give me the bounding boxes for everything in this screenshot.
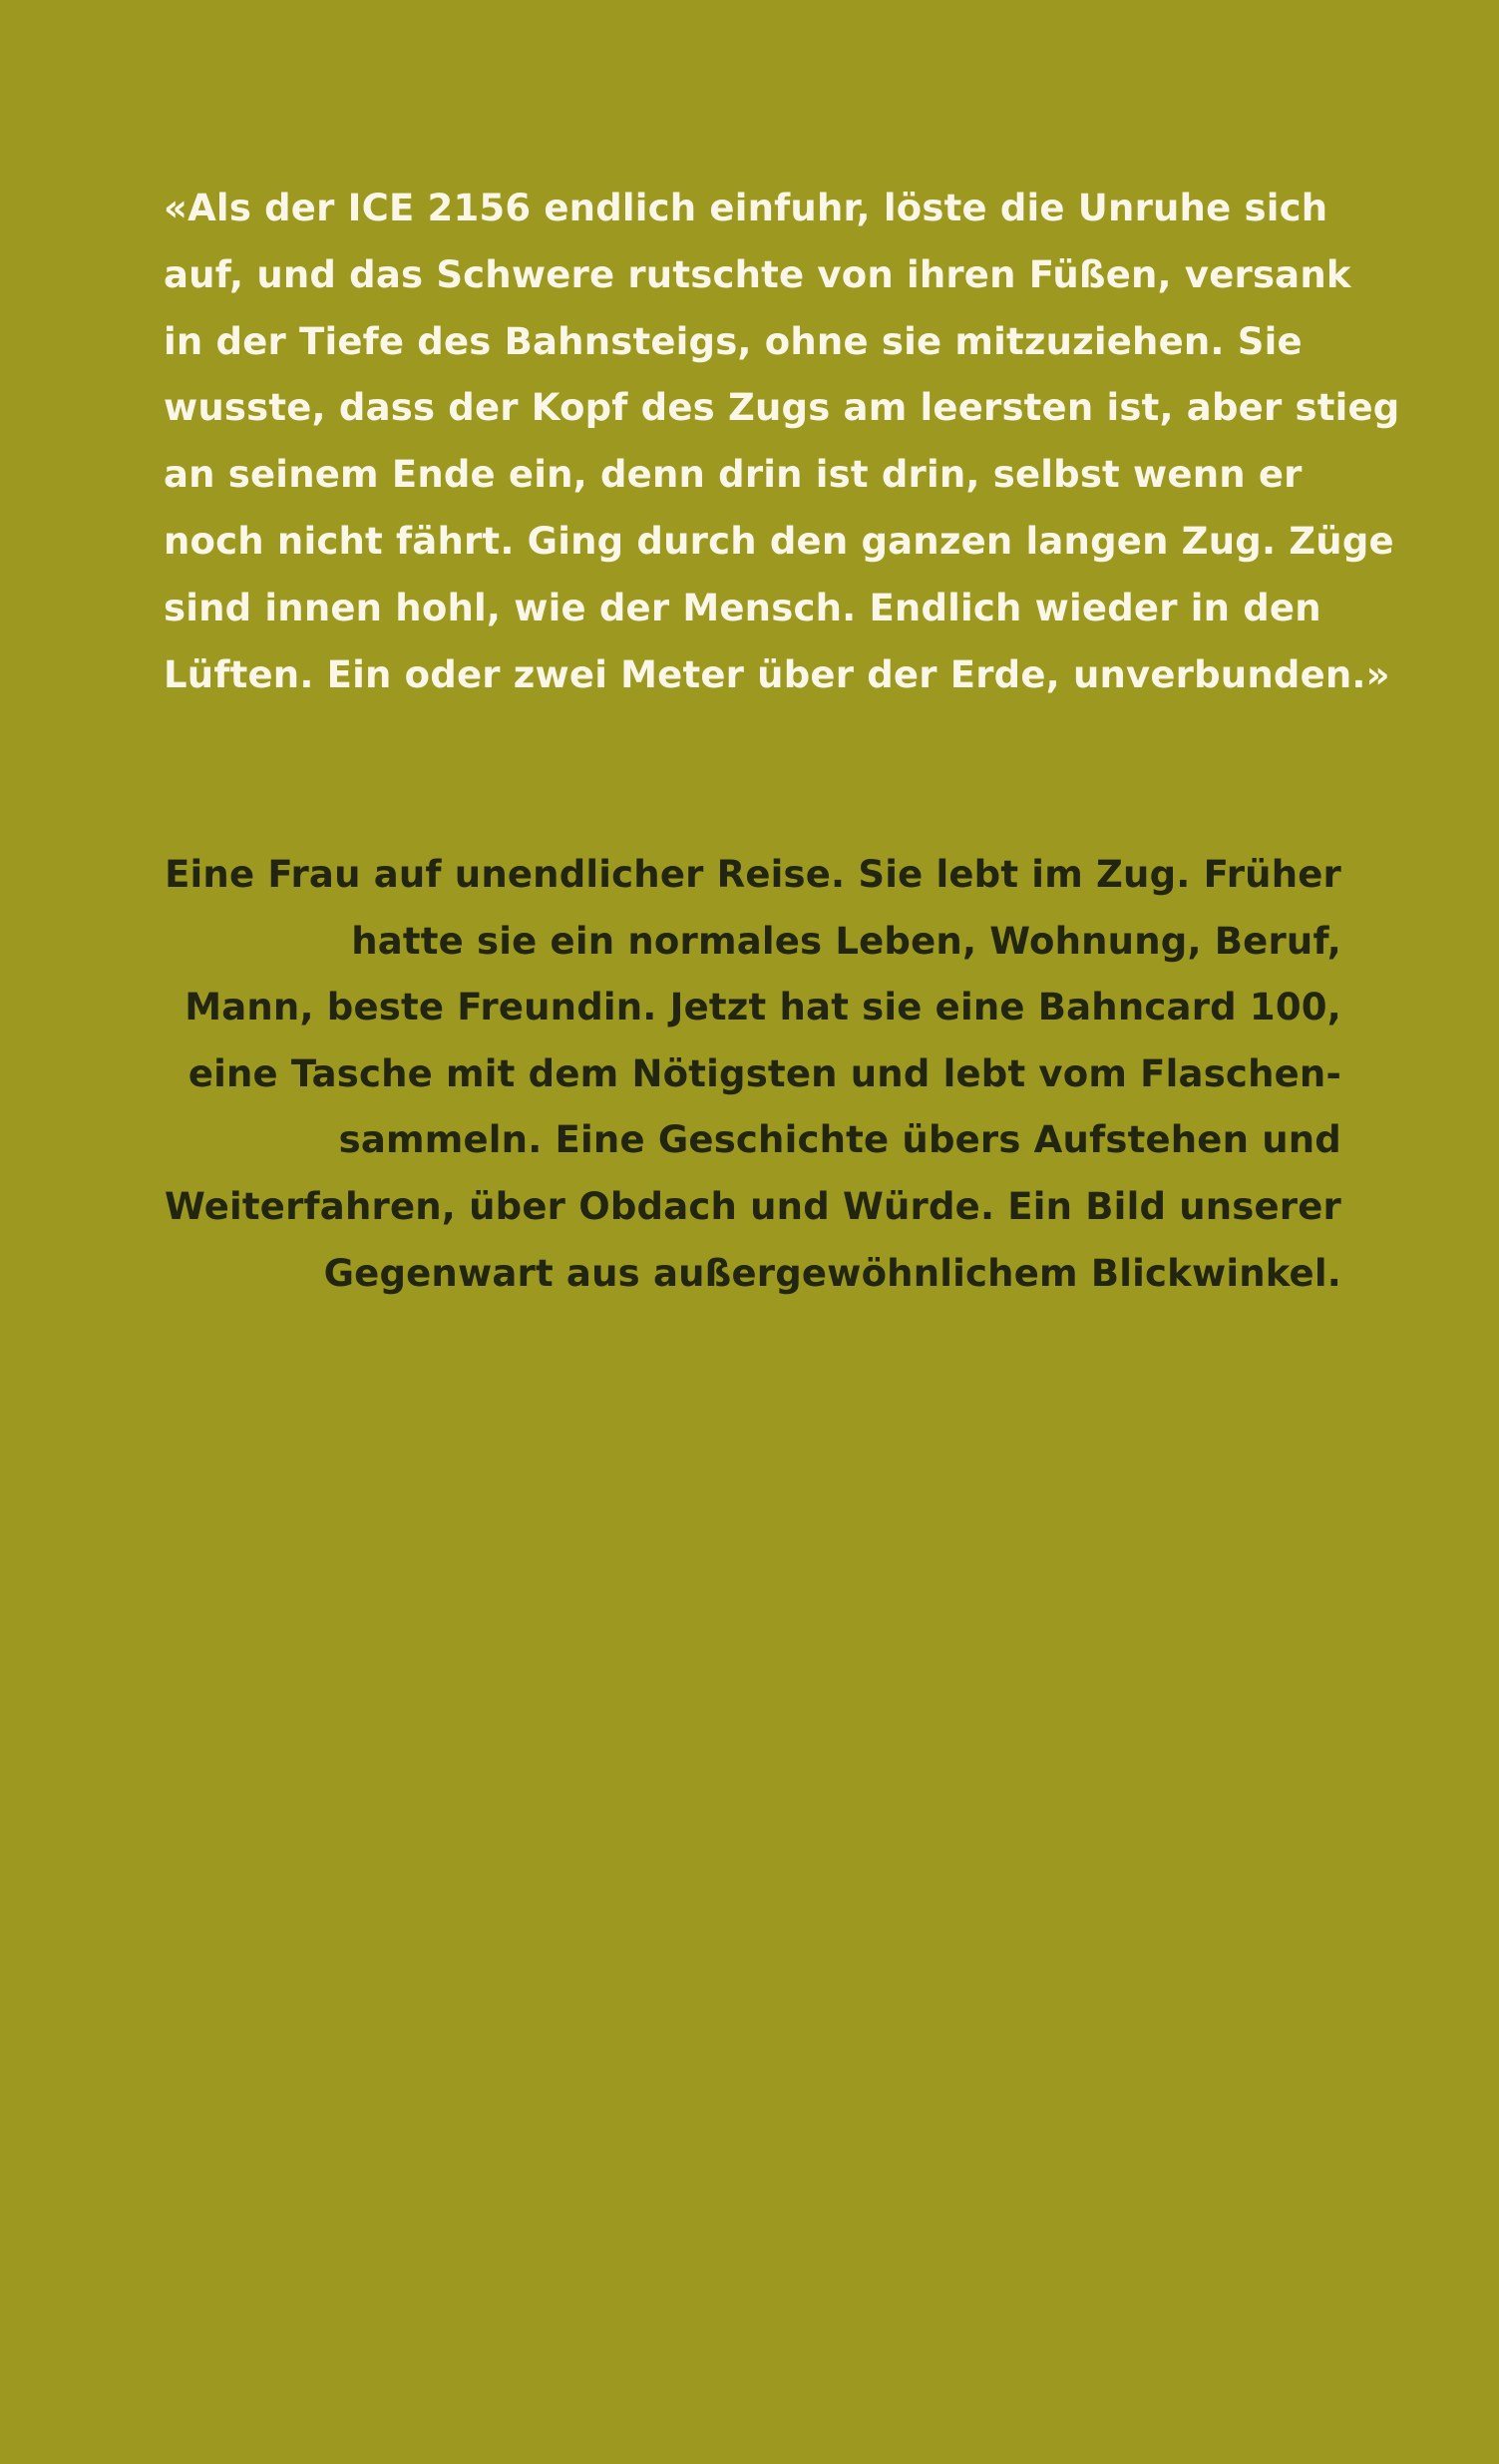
blurb-line: Eine Frau auf unendlicher Reise. Sie lebt im Zug. Früher bbox=[165, 853, 1341, 896]
blurb-line: Gegenwart aus außergewöhnlichem Blickwinkel. bbox=[323, 1251, 1341, 1295]
blurb-line: hatte sie ein normales Leben, Wohnung, Beruf, bbox=[351, 919, 1341, 963]
blurb-line: sammeln. Eine Geschichte übers Aufstehen und bbox=[338, 1118, 1341, 1162]
quote-line: auf, und das Schwere rutschte von ihren Füßen, versank bbox=[164, 252, 1351, 296]
quote-line: wusste, dass der Kopf des Zugs am leersten ist, aber stieg bbox=[164, 386, 1400, 430]
excerpt-quote bbox=[164, 176, 1400, 708]
quote-line: in der Tiefe des Bahnsteigs, ohne sie mitzuziehen. Sie bbox=[164, 319, 1303, 363]
book-blurb bbox=[145, 842, 1341, 1307]
quote-line: sind innen hohl, wie der Mensch. Endlich wieder in den bbox=[164, 586, 1321, 629]
quote-line: Lüften. Ein oder zwei Meter über der Erde, unverbunden.» bbox=[164, 652, 1390, 696]
quote-line: an seinem Ende ein, denn drin ist drin, selbst wenn er bbox=[164, 453, 1303, 497]
quote-line: noch nicht fährt. Ging durch den ganzen langen Zug. Züge bbox=[164, 519, 1394, 563]
blurb-line: Weiterfahren, über Obdach und Würde. Ein Bild unserer bbox=[165, 1184, 1341, 1228]
blurb-line: eine Tasche mit dem Nötigsten und lebt vom Flaschen- bbox=[187, 1051, 1341, 1095]
quote-line: «Als der ICE 2156 endlich einfuhr, löste die Unruhe sich bbox=[164, 187, 1328, 229]
blurb-line: Mann, beste Freundin. Jetzt hat sie eine Bahncard 100, bbox=[185, 986, 1341, 1029]
